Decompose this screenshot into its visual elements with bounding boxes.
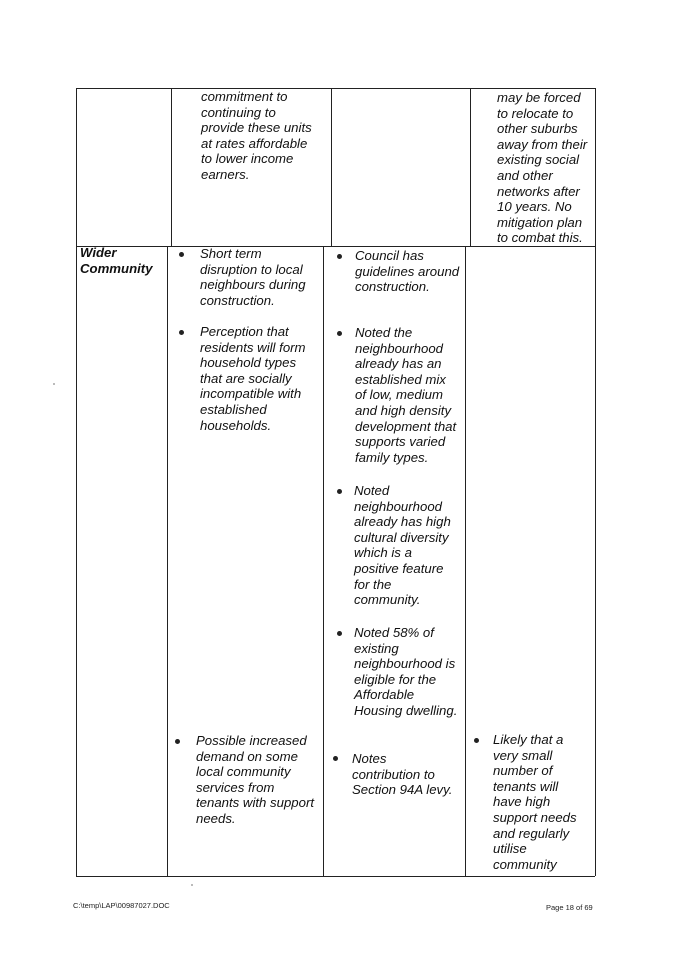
table-divider-3-lower [465, 246, 466, 876]
impact-item: Possible increased demand on some local community services from tenants with support needs. [196, 733, 315, 826]
table-border-left-lower [76, 246, 77, 876]
table-border-bottom [76, 876, 595, 877]
response-item: Noted the neighbourhood already has an established mix of low, medium and high density development that supports varied family types. [355, 325, 457, 465]
bullet-icon [337, 489, 342, 494]
bullet-icon [337, 254, 342, 259]
table-border-right [595, 88, 596, 246]
top-row-residual-text: may be forced to relocate to other suburbs away from their existing social and other networks after 10 years. No mitigation plan to combat this. [497, 90, 588, 246]
response-item: Noted neighbourhood already has high cultural diversity which is a positive feature for the community. [354, 483, 451, 608]
footer-file-path: C:\temp\LAP\00987027.DOC [73, 901, 170, 910]
impact-item: Perception that residents will form household types that are socially incompatible with established households. [200, 324, 306, 433]
scan-speck [191, 884, 193, 886]
bullet-icon [179, 330, 184, 335]
scan-speck [53, 383, 55, 385]
residual-item: Likely that a very small number of tenants will have high support needs and regularly utilise community [493, 732, 577, 872]
footer-page-number: Page 18 of 69 [546, 903, 593, 912]
table-divider-2 [331, 88, 332, 246]
table-border-left [76, 88, 77, 246]
bullet-icon [333, 756, 338, 761]
table-divider-1 [171, 88, 172, 246]
table-divider-3 [470, 88, 471, 246]
response-item: Council has guidelines around construction. [355, 248, 460, 295]
response-item: Notes contribution to Section 94A levy. [352, 751, 453, 798]
bullet-icon [337, 631, 342, 636]
stakeholder-label: Wider Community [80, 245, 153, 276]
impact-item: Short term disruption to local neighbours during construction. [200, 246, 306, 308]
response-item: Noted 58% of existing neighbourhood is eligible for the Affordable Housing dwelling. [354, 625, 458, 718]
bullet-icon [474, 738, 479, 743]
table-border-right-lower [595, 246, 596, 876]
table-divider-2-lower [323, 246, 324, 876]
bullet-icon [175, 739, 180, 744]
top-row-impact-text: commitment to continuing to provide these units at rates affordable to lower income earners. [201, 89, 312, 182]
table-divider-1-lower [167, 246, 168, 876]
bullet-icon [337, 331, 342, 336]
bullet-icon [179, 252, 184, 257]
row-separator [76, 246, 595, 247]
table-border-top [76, 88, 595, 89]
